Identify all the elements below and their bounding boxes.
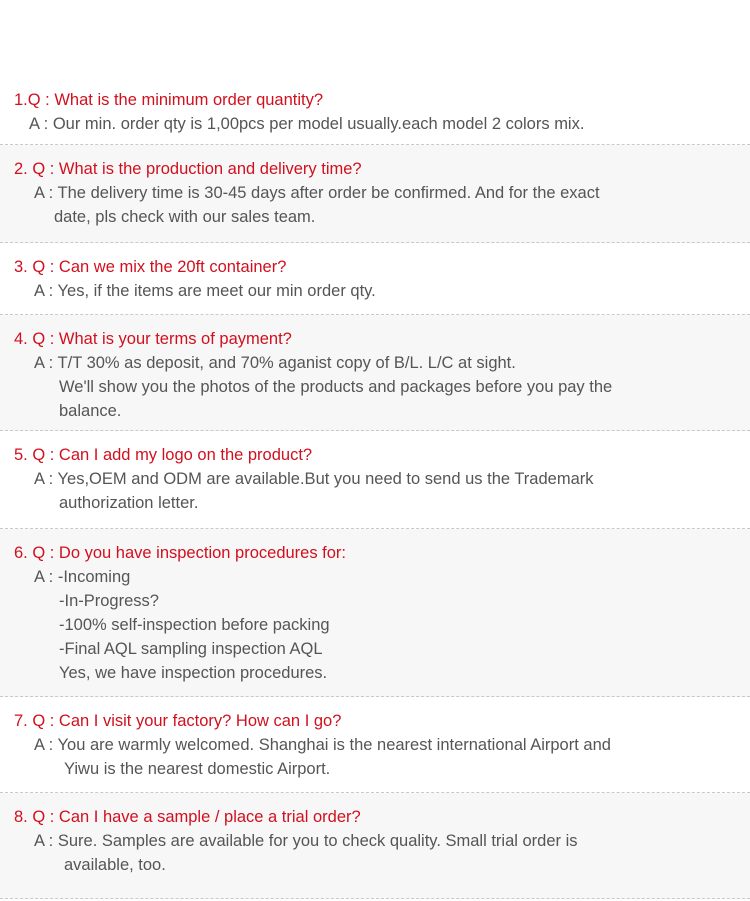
faq-list (0, 76, 750, 899)
faq-answer: A : T/T 30% as deposit, and 70% aganist copy of B/L. L/C at sight. (34, 354, 516, 372)
faq-question: 3. Q : Can we mix the 20ft container? (14, 258, 287, 276)
faq-item-7 (0, 697, 750, 793)
faq-item-1 (0, 76, 750, 145)
faq-item-5 (0, 431, 750, 529)
faq-answer-line: We'll show you the photos of the products and packages before you pay the (59, 378, 613, 396)
faq-question: 1.Q : What is the minimum order quantity? (14, 91, 324, 109)
faq-answer-line: balance. (59, 402, 122, 420)
faq-answer: A : Our min. order qty is 1,00pcs per model usually.each model 2 colors mix. (29, 115, 585, 133)
faq-question: 7. Q : Can I visit your factory? How can I go? (14, 712, 342, 730)
faq-answer: A : -Incoming (34, 568, 131, 586)
faq-question: 8. Q : Can I have a sample / place a trial order? (14, 808, 361, 826)
faq-question: 2. Q : What is the production and delivery time? (14, 160, 362, 178)
faq-question: 4. Q : What is your terms of payment? (14, 330, 292, 348)
faq-answer-line: Yiwu is the nearest domestic Airport. (64, 760, 331, 778)
faq-item-6 (0, 529, 750, 697)
faq-answer-line: -In-Progress? (59, 592, 159, 610)
faq-item-3 (0, 243, 750, 315)
faq-question: 6. Q : Do you have inspection procedures for: (14, 544, 347, 562)
faq-answer-line: Yes, we have inspection procedures. (59, 664, 328, 682)
faq-item-4 (0, 315, 750, 431)
faq-answer: A : The delivery time is 30-45 days after order be confirmed. And for the exact (34, 184, 600, 202)
faq-item-8 (0, 793, 750, 899)
faq-question: 5. Q : Can I add my logo on the product? (14, 446, 313, 464)
faq-answer: A : Yes,OEM and ODM are available.But you need to send us the Trademark (34, 470, 594, 488)
faq-answer-line: -100% self-inspection before packing (59, 616, 330, 634)
faq-answer: A : Yes, if the items are meet our min order qty. (34, 282, 376, 300)
faq-answer-line: available, too. (64, 856, 166, 874)
faq-answer-line: -Final AQL sampling inspection AQL (59, 640, 323, 658)
faq-answer: A : Sure. Samples are available for you to check quality. Small trial order is (34, 832, 578, 850)
faq-answer-line: date, pls check with our sales team. (54, 208, 316, 226)
faq-item-2 (0, 145, 750, 243)
faq-answer: A : You are warmly welcomed. Shanghai is the nearest international Airport and (34, 736, 611, 754)
faq-answer-line: authorization letter. (59, 494, 199, 512)
